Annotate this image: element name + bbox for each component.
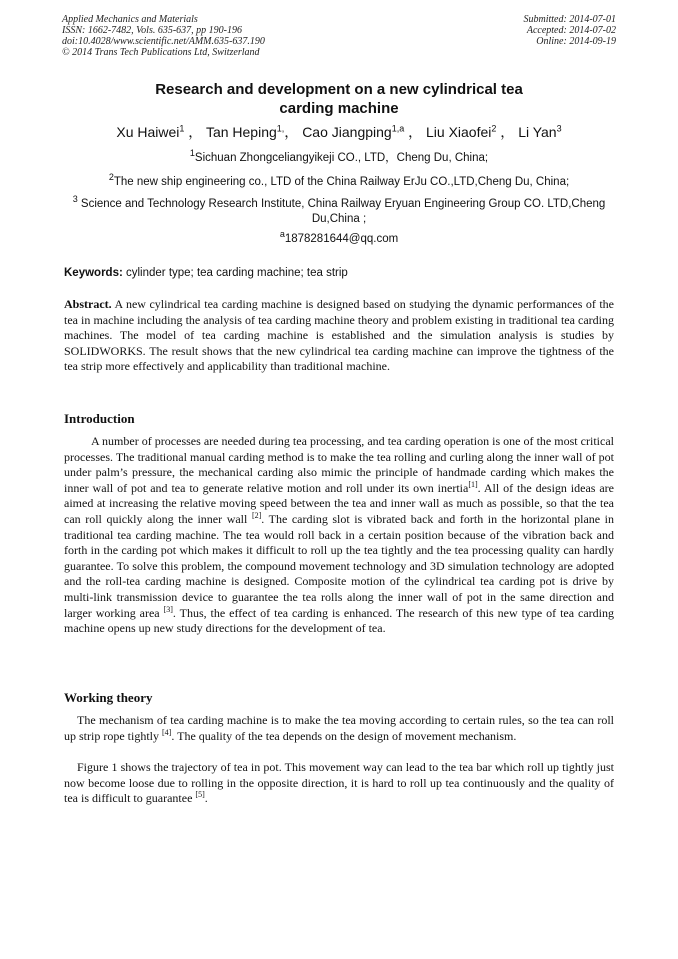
affiliation-text: The new ship engineering co., LTD of the China Railway ErJu CO.,LTD,Cheng Du, China; xyxy=(113,176,570,188)
affiliation-text: Sichuan Zhongceliangyikeji CO., LTD，Cheng Du, China; xyxy=(194,152,489,164)
affiliation-2 xyxy=(60,172,618,190)
paragraph-text: Figure 1 shows the trajectory of tea in pot. This movement way can lead to the tea bar which roll up tightly just now become loose due to rolling in the opposite direction, it is hard to roll up tea continuously and the quality of tea is difficult to guarantee xyxy=(64,760,614,806)
author-separator: ， xyxy=(284,124,303,140)
paragraph-text: The mechanism of tea carding machine is to make the tea moving according to certain rules, so the tea can roll up strip rope tightly xyxy=(64,713,614,743)
abstract-text: A new cylindrical tea carding machine is designed based on studying the dynamic performances of the tea in machine including the analysis of tea carding machine theory and problem existing in traditional tea carding machines. The model of tea carding machine is established and the simulation analysis is studies by SOLIDWORKS. The result shows that the new cylindrical tea carding machine can improve the tightness of the tea strip more effectively and applicability than traditional machine. xyxy=(64,297,614,374)
author-name: Li Yan xyxy=(518,124,557,140)
online-date: Online: 2014-09-19 xyxy=(536,36,616,47)
citation: [1] xyxy=(468,479,478,489)
author-affiliation-mark: 1, xyxy=(276,123,285,134)
paragraph-text: . The carding slot is vibrated back and forth in the horizontal plane in traditional tea carding machine. The tea would roll back in a certain position because of the vibration back and forth in the carding pot which makes it difficult to roll up the tea tightly and the tea processing quality can hardly guarantee. To solve this problem, the compound movement technology and 3D simulation technology are adopted and the roll-tea carding machine is designed. Composite motion of the cylindrical tea carding pot is drive by multi-link transmission device to guarantee the tea rolls along the inner wall of pot in the same direction and larger working area xyxy=(64,511,614,620)
email-text[interactable]: 1878281644@qq.com xyxy=(284,233,399,245)
citation: [5] xyxy=(195,790,205,800)
journal-header-right xyxy=(524,14,617,47)
section-heading-introduction: Introduction xyxy=(64,411,135,426)
author-separator: ， xyxy=(496,124,519,140)
introduction-paragraph xyxy=(64,434,614,637)
affiliation-mark: 2 xyxy=(108,172,114,183)
affiliation-3 xyxy=(60,194,618,227)
author-name: Xu Haiwei xyxy=(116,124,180,140)
working-theory-paragraph-1 xyxy=(64,713,614,744)
copyright-line: © 2014 Trans Tech Publications Ltd, Switzerland xyxy=(62,47,260,58)
affiliation-1 xyxy=(60,148,618,166)
paragraph-text: . The quality of the tea depends on the design of movement mechanism. xyxy=(171,728,517,743)
affiliation-mark: 1 xyxy=(189,148,195,159)
affiliation-mark: 3 xyxy=(72,194,78,205)
keywords-label: Keywords: xyxy=(64,267,123,279)
citation: [4] xyxy=(162,727,172,737)
paper-title xyxy=(100,80,578,118)
abstract-label: Abstract. xyxy=(64,297,112,311)
keywords xyxy=(64,266,614,280)
author-affiliation-mark: 3 xyxy=(556,123,562,134)
section-heading-working-theory: Working theory xyxy=(64,690,153,705)
paragraph-text: . All of the design ideas are aimed at increasing the relative moving speed between the tea and inner wall as much as possible, so that the tea can roll quickly along the inner wall xyxy=(64,480,614,526)
title-line-1: Research and development on a new cylindrical tea xyxy=(155,81,523,98)
citation: [2] xyxy=(251,510,262,520)
affiliation-mark: a xyxy=(279,229,285,240)
author-affiliation-mark: 1 xyxy=(179,123,185,134)
accepted-date: Accepted: 2014-07-02 xyxy=(526,25,616,36)
paragraph-text: . xyxy=(204,791,208,806)
author-list xyxy=(40,123,638,141)
author-affiliation-mark: 2 xyxy=(491,123,497,134)
journal-name: Applied Mechanics and Materials xyxy=(62,14,198,25)
doi-line: doi:10.4028/www.scientific.net/AMM.635-637.190 xyxy=(62,36,265,47)
author-email[interactable] xyxy=(60,229,618,247)
submitted-date: Submitted: 2014-07-01 xyxy=(523,14,616,25)
author-affiliation-mark: 1,a xyxy=(391,123,405,134)
author-separator: ， xyxy=(404,124,426,140)
author-separator: ， xyxy=(184,124,206,140)
affiliation-text: Science and Technology Research Institute, China Railway Eryuan Engineering Group CO. LTD,Cheng Du,China ; xyxy=(77,198,606,225)
abstract xyxy=(64,297,614,375)
paragraph-text: A number of processes are needed during tea processing, and tea carding operation is one of the most critical processes. The traditional manual carding method is to make the tea rolling and curling along the inner wall of pot under palm’s pressure, the mechanical carding also mimic the principle of handmade carding which makes the inner wall of pot and tea to generate relative motion and roll under its own inertia xyxy=(64,434,614,495)
title-line-2: carding machine xyxy=(279,100,399,117)
author-name: Liu Xiaofei xyxy=(426,124,492,140)
author-name: Tan Heping xyxy=(205,124,277,140)
keywords-text: cylinder type; tea carding machine; tea strip xyxy=(122,267,348,279)
citation: [3] xyxy=(163,604,173,614)
author-name: Cao Jiangping xyxy=(302,124,392,140)
journal-header-left xyxy=(62,14,265,58)
issn-line: ISSN: 1662-7482, Vols. 635-637, pp 190-196 xyxy=(62,25,242,36)
paragraph-text: . Thus, the effect of tea carding is enhanced. The research of this new type of tea carding machine opens up new study directions for the development of tea. xyxy=(64,605,615,636)
working-theory-paragraph-2 xyxy=(64,760,614,807)
